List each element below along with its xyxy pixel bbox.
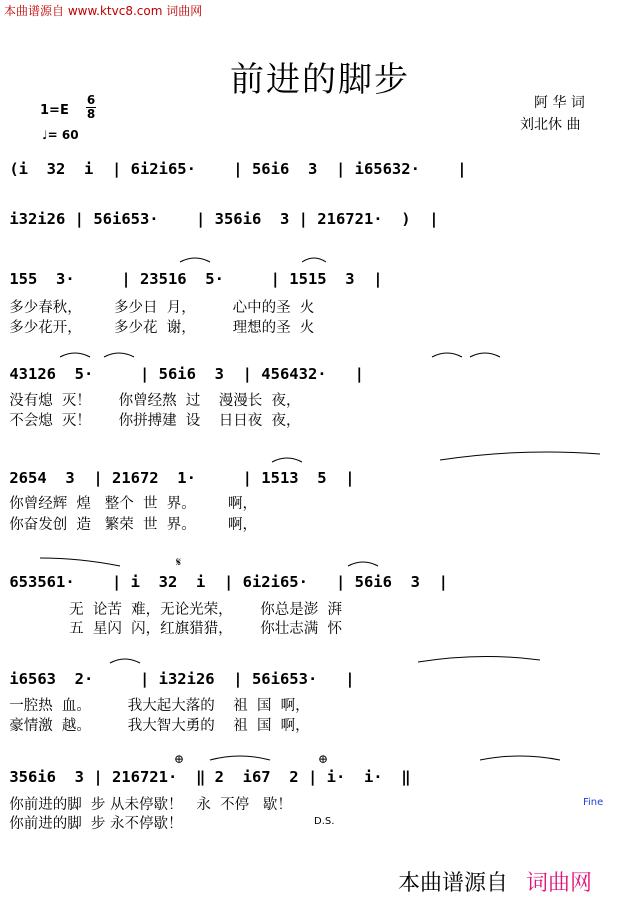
notes-line-6: 653561· | i 32 i | 6i2i65· | 56i6 3 | xyxy=(0,573,448,591)
notes-line-7: i6563 2· | i32i26 | 56i653· | xyxy=(0,670,355,688)
slur-11 xyxy=(110,659,140,663)
lyrics-line-5b: 你奋发创 造 繁荣 世 界。 啊， xyxy=(0,517,257,533)
tempo-marking: ♩= 60 xyxy=(42,128,79,142)
slur-4 xyxy=(104,353,134,357)
slur-10 xyxy=(348,562,378,566)
ds-marking: D.S. xyxy=(314,816,335,827)
slur-2 xyxy=(302,258,326,262)
slur-14 xyxy=(480,756,560,760)
lyrics-line-5a: 你曾经辉 煌 整个 世 界。 啊， xyxy=(0,496,257,512)
slur-3 xyxy=(60,353,90,357)
slur-6 xyxy=(470,353,500,357)
top-watermark: 本曲谱源自 www.ktvc8.com 词曲网 xyxy=(4,4,203,18)
lyrics-line-6a: 无 论苦 难，无论光荣， 你总是澎 湃 xyxy=(0,602,342,618)
meter-bottom: 8 xyxy=(86,107,96,121)
notes-line-3: 155 3· | 23516 5· | 1515 3 | xyxy=(0,270,383,288)
slur-9 xyxy=(40,558,120,566)
lyrics-line-8a: 你前进的脚 步 从未停歇！ 永 不停 歇！ xyxy=(0,797,292,813)
notes-line-5: 2654 3 | 21672 1· | 1513 5 | xyxy=(0,469,355,487)
lyrics-line-6b: 五 星闪 闪，红旗猎猎， 你壮志满 怀 xyxy=(0,621,342,637)
coda-sign-1: ⊕ xyxy=(174,752,185,766)
notes-line-1: (i 32 i | 6i2i65· | 56i6 3 | i65632· | xyxy=(0,160,467,178)
segno-sign: 𝄋 xyxy=(176,555,182,569)
lyrics-line-4b: 不会熄 灭！ 你拼搏建 设 日日夜 夜， xyxy=(0,413,301,429)
bottom-watermark-a: 本曲谱源自 xyxy=(398,871,509,896)
lyrics-line-4a: 没有熄 灭！ 你曾经熬 过 漫漫长 夜， xyxy=(0,393,301,409)
lyrics-line-3b: 多少花开， 多少花 谢， 理想的圣 火 xyxy=(0,320,315,336)
composer: 刘北休 曲 xyxy=(520,117,581,133)
notes-line-2: i32i26 | 56i653· | 356i6 3 | 216721· ) | xyxy=(0,210,439,228)
lyrics-line-3a: 多少春秋， 多少日 月， 心中的圣 火 xyxy=(0,300,315,316)
song-title: 前进的脚步 xyxy=(230,60,410,100)
lyrics-line-7b: 豪情激 越。 我大智大勇的 祖 国 啊， xyxy=(0,718,310,734)
slur-1 xyxy=(180,258,210,262)
slur-5 xyxy=(432,353,462,357)
notes-line-4: 43126 5· | 56i6 3 | 456432· | xyxy=(0,365,364,383)
lyrics-line-7a: 一腔热 血。 我大起大落的 祖 国 啊， xyxy=(0,698,310,714)
slur-12 xyxy=(418,656,540,662)
bottom-watermark-b: 词曲网 xyxy=(526,871,593,896)
meter-top: 6 xyxy=(86,93,96,107)
key-signature: 1=E xyxy=(40,103,69,118)
coda-sign-2: ⊕ xyxy=(318,752,329,766)
slur-8 xyxy=(440,452,600,460)
bottom-watermark xyxy=(398,866,592,897)
slur-13 xyxy=(210,756,270,760)
fine-marking: Fine xyxy=(583,797,604,808)
lyricist: 阿 华 词 xyxy=(534,95,585,111)
slur-marks xyxy=(40,258,600,760)
lyrics-line-8b: 你前进的脚 步 永不停歇！ xyxy=(0,816,183,832)
slur-7 xyxy=(272,458,302,462)
notes-line-8: 356i6 3 | 216721· ‖ 2 i67 2 | i· i· ‖ xyxy=(0,768,411,786)
